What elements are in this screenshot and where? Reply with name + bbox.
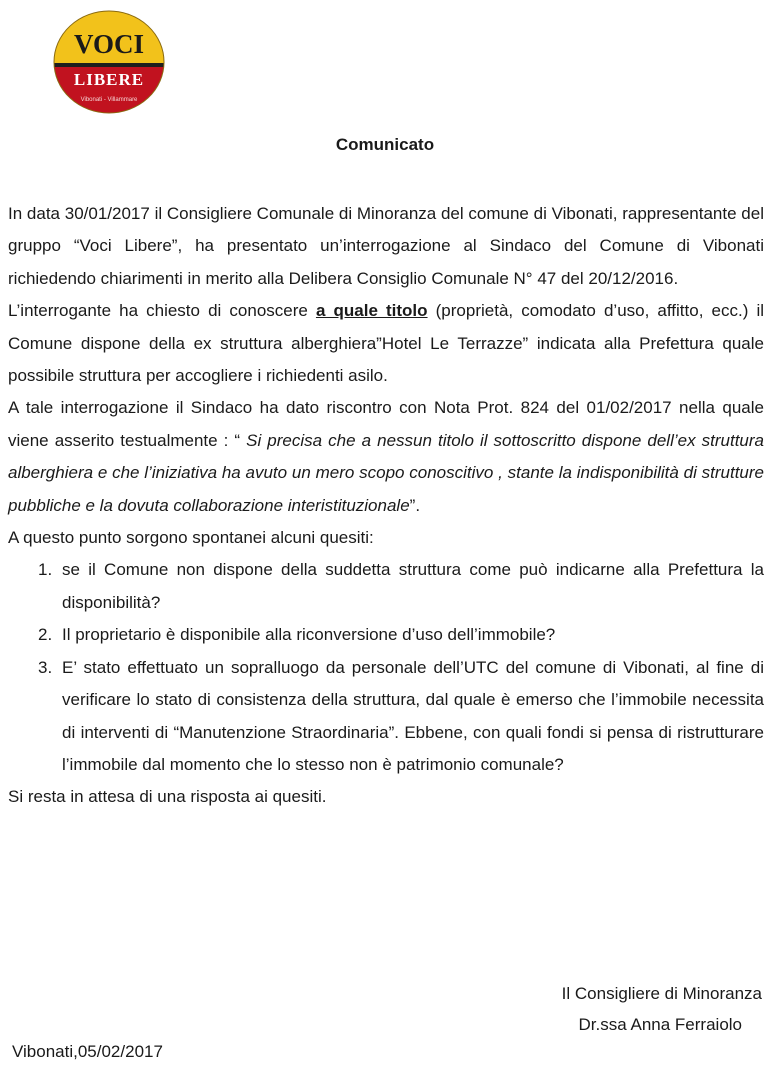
paragraph-quesiti-intro: A questo punto sorgono spontanei alcuni quesiti: (8, 528, 374, 548)
list-item-number: 2. (38, 625, 53, 645)
place-date: Vibonati,05/02/2017 (12, 1042, 163, 1061)
paragraph-richiesta (8, 295, 764, 392)
list-item-text: se il Comune non dispone della suddetta struttura come può indicarne alla Prefettura la disponibilità? (62, 560, 764, 612)
questions-list (8, 554, 764, 781)
paragraph-richiesta-start: L’interrogante ha chiesto di conoscere (8, 301, 316, 321)
logo-text-libere: LIBERE (73, 70, 145, 89)
document-title: Comunicato (335, 135, 435, 154)
list-item (38, 619, 764, 651)
logo-divider (52, 63, 166, 67)
list-item (38, 652, 764, 782)
list-item-number: 3. (38, 657, 53, 677)
list-item-number: 1. (38, 560, 53, 580)
paragraph-interrogazione: In data 30/01/2017 il Consigliere Comunale di Minoranza del comune di Vibonati, rappresentante del gruppo “Voci Libere”, ha presentato un’interrogazione al Sindaco del Comune di Vibonati richiedendo chiarimenti in merito alla Delibera Consiglio Comunale N° 47 del 20/12/2016. (8, 204, 764, 288)
signature-block (562, 978, 762, 1040)
signature-role: Il Consigliere di Minoranza (561, 984, 762, 1003)
list-item-text: E’ stato effettuato un sopralluogo da personale dell’UTC del comune di Vibonati, al fine di verificare lo stato di consistenza della struttura, dal quale è emerso che l’immobile necessita di interventi di “Manutenzione Straordinaria”. Ebbene, con quali fondi si pensa di ristrutturare l’immobile dal momento che lo stesso non è patrimonio comunale? (62, 657, 764, 774)
paragraph-riscontro (8, 392, 764, 522)
list-item-text: Il proprietario è disponibile alla riconversione d’uso dell’immobile? (62, 625, 556, 645)
logo-text-voci: VOCI (74, 29, 144, 59)
document-body (8, 198, 764, 814)
logo-subtitle: Vibonati - Villammare (80, 97, 138, 103)
voci-libere-logo (52, 10, 166, 114)
paragraph-riscontro-end: ”. (409, 495, 421, 515)
signature-name: Dr.ssa Anna Ferraiolo (578, 1015, 742, 1034)
paragraph-closing: Si resta in attesa di una risposta ai quesiti. (8, 787, 327, 807)
paragraph-richiesta-end: (proprietà, comodato d’uso, affitto, ecc.) il Comune dispone della ex struttura alberghiera”Hotel Le Terrazze” indicata alla Prefettura quale possibile struttura per accogliere i richiedenti asilo. (8, 301, 765, 386)
emphasis-a-quale-titolo: a quale titolo (315, 301, 428, 321)
quoted-statement: Si precisa che a nessun titolo il sottoscritto dispone dell’ex struttura alberghiera e che l’iniziativa ha avuto un mero scopo conoscitivo , stante la indisponibilità di strutture pubbliche e la dovuta collaborazione interistituzionale (8, 430, 764, 515)
list-item (38, 554, 764, 619)
paragraph-riscontro-start: A tale interrogazione il Sindaco ha dato riscontro con Nota Prot. 824 del 01/02/2017 nella quale viene asserito testualmente : “ (8, 398, 764, 450)
logo-emblem (52, 10, 166, 114)
